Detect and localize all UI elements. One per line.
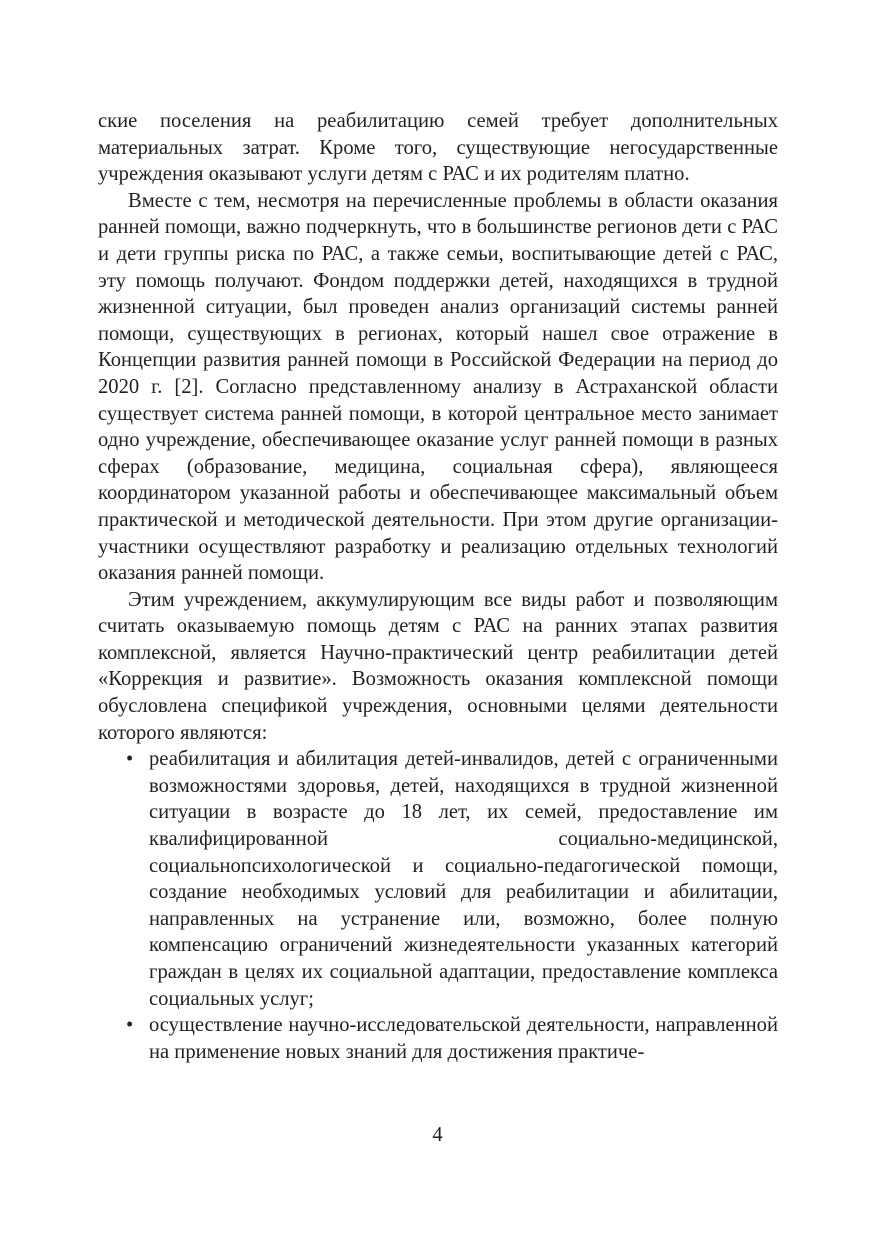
list-item: [98, 1012, 778, 1065]
bullet-icon: •: [126, 748, 134, 771]
page-body: [98, 108, 778, 1065]
bullet-icon: •: [126, 1014, 134, 1037]
list-item-text: реабилитация и абилитация детей-инвалидов, детей с ограниченными возможностями здоровья, детей, находящихся в трудной жизненной ситуации в возрасте до 18 лет, их семей, предоставление им квалифицированной социально-медицинской, социальнопсихологической и социально-педагогической помощи, создание необходимых условий для реабилитации и абилитации, направленных на устранение или, возможно, более полную компенсацию ограничений жизнедеятельности указанных категорий граждан в целях их социальной адаптации, предоставление комплекса социальных услуг;: [149, 748, 778, 1010]
list-item: [98, 746, 778, 1012]
goals-list: [98, 746, 778, 1065]
paragraph-continuation: ские поселения на реабилитацию семей требует дополнительных материальных затрат. Кроме того, существующие негосударственные учреждения оказывают услуги детям с РАС и их родителям платно.: [98, 110, 778, 186]
paragraph-rehab-center: Этим учреждением, аккумулирующим все виды работ и позволяющим считать оказываемую помощь детям с РАС на ранних этапах развития комплексной, является Научно-практический центр реабилитации детей «Коррекция и развитие». Возможность оказания комплексной помощи обусловлена спецификой учреждения, основными целями деятельности которого являются:: [98, 588, 778, 744]
list-item-text: осуществление научно-исследовательской деятельности, направленной на применение новых знаний для достижения практиче-: [149, 1014, 778, 1063]
page-number: 4: [432, 1124, 443, 1146]
paragraph-early-help-analysis: Вместе с тем, несмотря на перечисленные проблемы в области оказания ранней помощи, важно подчеркнуть, что в большинстве регионов дети с РАС и дети группы риска по РАС, а также семьи, воспитывающие детей с РАС, эту помощь получают. Фондом поддержки детей, находящихся в трудной жизненной ситуации, был проведен анализ организаций системы ранней помощи, существующих в регионах, который нашел свое отражение в Концепции развития ранней помощи в Российской Федерации на период до 2020 г. [2]. Согласно представленному анализу в Астраханской области существует система ранней помощи, в которой центральное место занимает одно учреждение, обеспечивающее оказание услуг ранней помощи в разных сферах (образование, медицина, социальная сфера), являющееся координатором указанной работы и обеспечивающее максимальный объем практической и методической деятельности. При этом другие организации-участники осуществляют разработку и реализацию отдельных технологий оказания ранней помощи.: [98, 189, 778, 585]
